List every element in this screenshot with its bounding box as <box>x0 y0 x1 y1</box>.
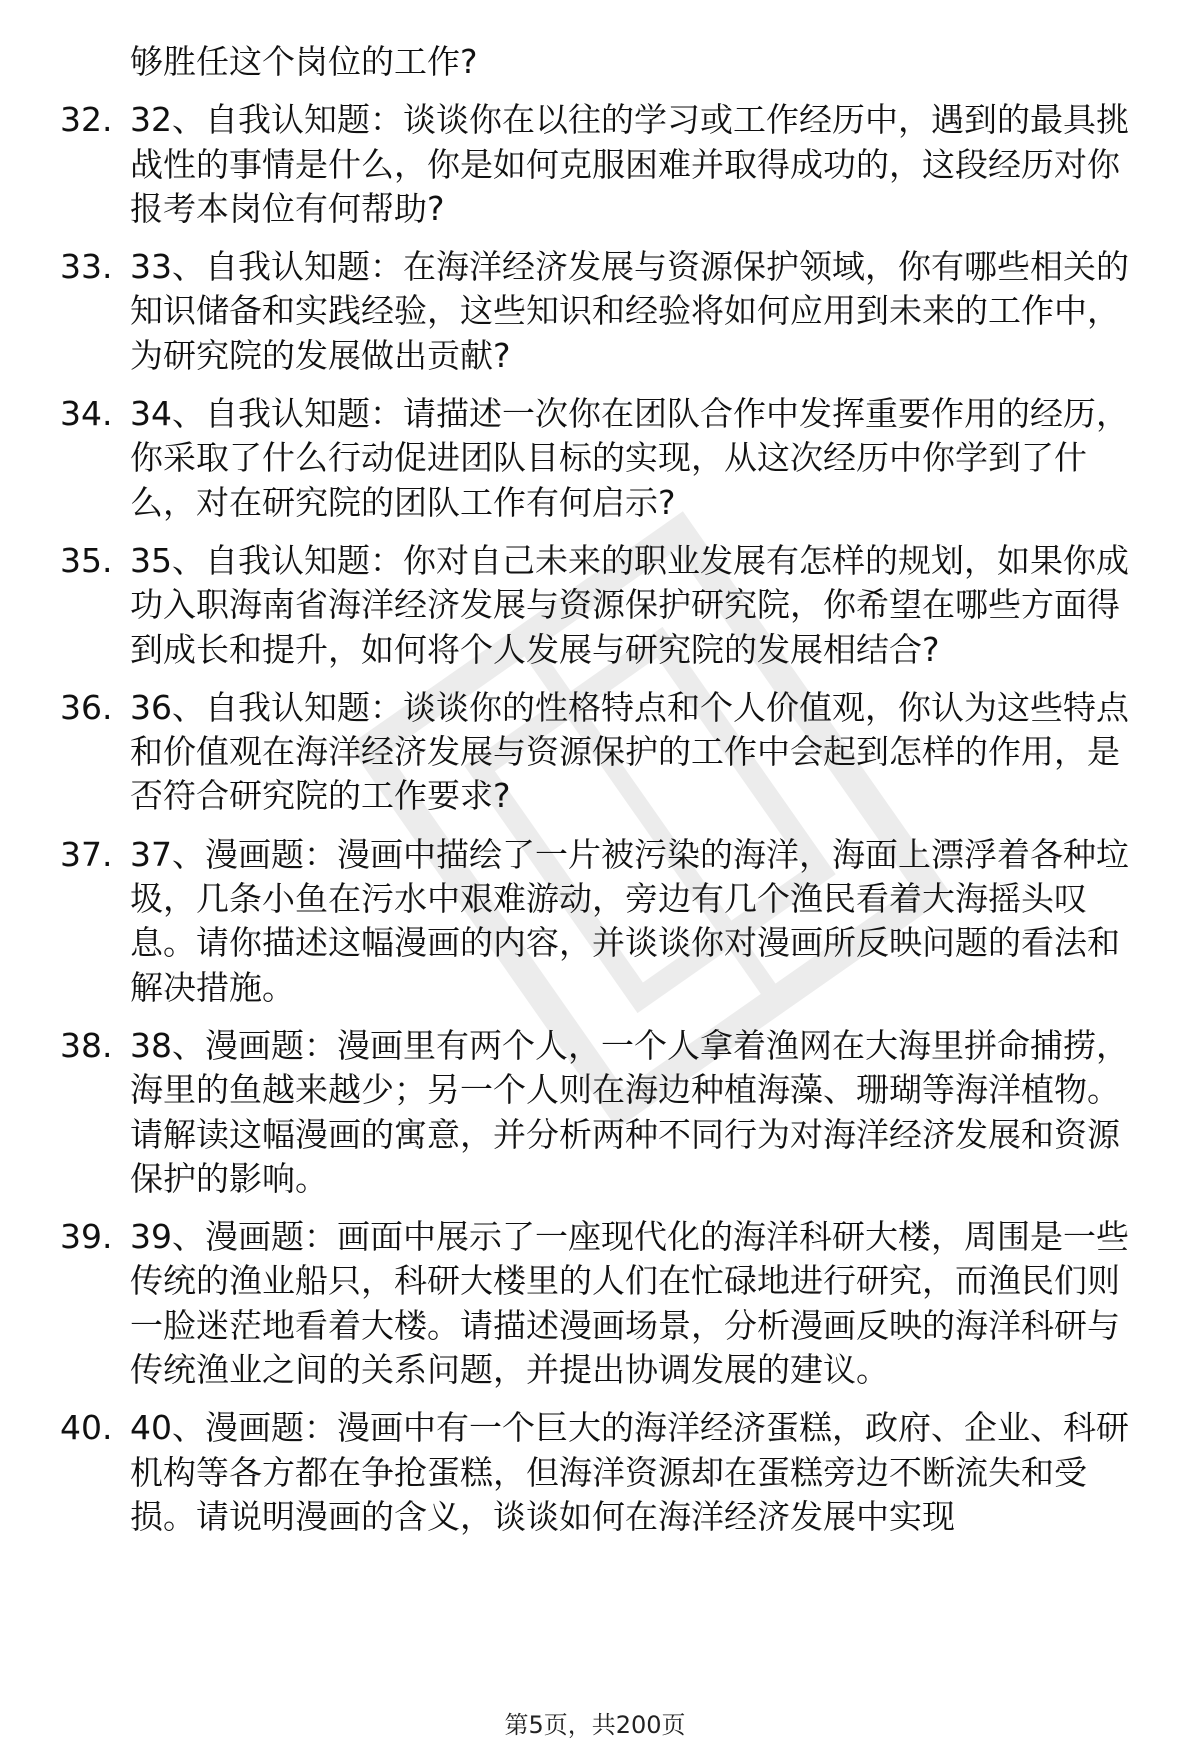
list-item <box>60 686 1150 819</box>
item-text: 34、自我认知题：请描述一次你在团队合作中发挥重要作用的经历，你采取了什么行动促进团队目标的实现，从这次经历中你学到了什么，对在研究院的团队工作有何启示? <box>130 394 1129 522</box>
page-footer: 第5页，共200页 <box>504 1711 686 1739</box>
item-number: 38. <box>60 1025 113 1065</box>
item-number: 33. <box>60 247 113 287</box>
item-number: 36. <box>60 687 113 727</box>
item-number: 32. <box>60 100 113 140</box>
list-item <box>60 1406 1150 1539</box>
question-list <box>60 40 1150 1553</box>
item-text: 40、漫画题：漫画中有一个巨大的海洋经济蛋糕，政府、企业、科研机构等各方都在争抢蛋糕，但海洋资源却在蛋糕旁边不断流失和受损。请说明漫画的含义，谈谈如何在海洋经济发展中实现 <box>130 1408 1129 1536</box>
item-text: 37、漫画题：漫画中描绘了一片被污染的海洋，海面上漂浮着各种垃圾，几条小鱼在污水中艰难游动，旁边有几个渔民看着大海摇头叹息。请你描述这幅漫画的内容，并谈谈你对漫画所反映问题的看法和解决措施。 <box>130 834 1129 1007</box>
list-item <box>60 98 1150 231</box>
continuation-text: 够胜任这个岗位的工作? <box>130 42 478 81</box>
list-item <box>60 245 1150 378</box>
item-number: 39. <box>60 1217 113 1257</box>
item-number: 35. <box>60 540 113 580</box>
item-number: 40. <box>60 1408 113 1448</box>
list-item <box>60 1215 1150 1392</box>
list-item <box>60 539 1150 672</box>
item-text: 39、漫画题：画面中展示了一座现代化的海洋科研大楼，周围是一些传统的渔业船只，科研大楼里的人们在忙碌地进行研究，而渔民们则一脸迷茫地看着大楼。请描述漫画场景，分析漫画反映的海洋科研与传统渔业之间的关系问题，并提出协调发展的建议。 <box>130 1217 1129 1390</box>
item-text: 32、自我认知题：谈谈你在以往的学习或工作经历中，遇到的最具挑战性的事情是什么，你是如何克服困难并取得成功的，这段经历对你报考本岗位有何帮助? <box>130 100 1129 228</box>
item-text: 36、自我认知题：谈谈你的性格特点和个人价值观，你认为这些特点和价值观在海洋经济发展与资源保护的工作中会起到怎样的作用，是否符合研究院的工作要求? <box>130 687 1129 816</box>
item-number: 37. <box>60 834 113 874</box>
list-item <box>60 392 1150 525</box>
list-item <box>60 1024 1150 1201</box>
item-number: 34. <box>60 394 113 434</box>
item-text: 38、漫画题：漫画里有两个人，一个人拿着渔网在大海里拼命捕捞，海里的鱼越来越少；另一个人则在海边种植海藻、珊瑚等海洋植物。请解读这幅漫画的寓意，并分析两种不同行为对海洋经济发展和资源保护的影响。 <box>130 1025 1129 1198</box>
item-text: 33、自我认知题：在海洋经济发展与资源保护领域，你有哪些相关的知识储备和实践经验，这些知识和经验将如何应用到未来的工作中，为研究院的发展做出贡献? <box>130 247 1129 375</box>
item-text: 35、自我认知题：你对自己未来的职业发展有怎样的规划，如果你成功入职海南省海洋经济发展与资源保护研究院，你希望在哪些方面得到成长和提升，如何将个人发展与研究院的发展相结合? <box>130 540 1129 669</box>
list-item <box>60 833 1150 1010</box>
